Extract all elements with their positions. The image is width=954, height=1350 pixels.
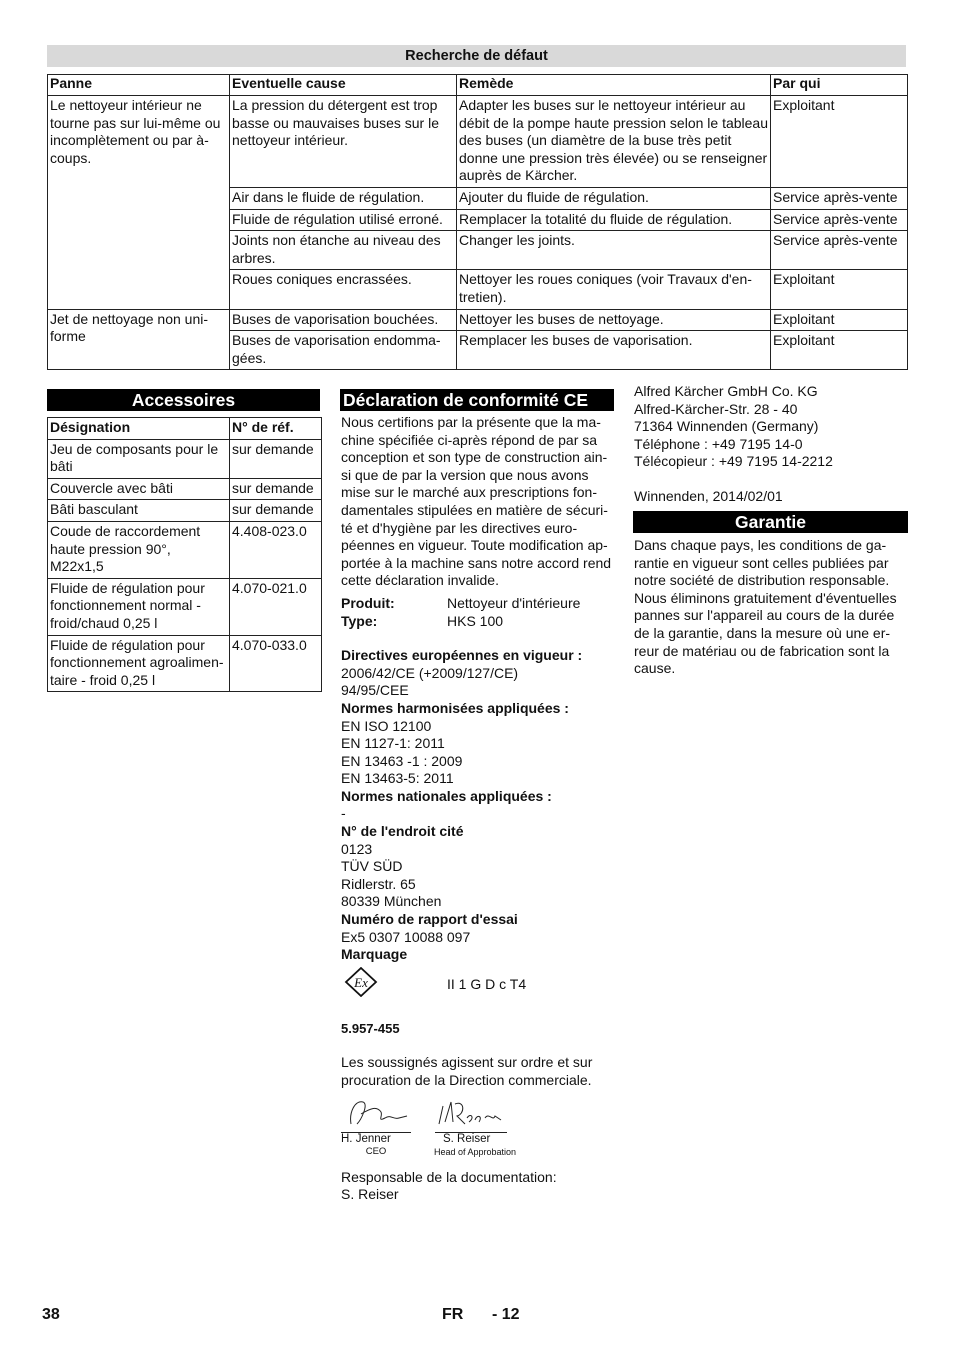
- table-header-row: [48, 418, 322, 440]
- address-line: Téléphone : +49 7195 14-0: [634, 435, 803, 452]
- ref-cell: 4.408-023.0: [230, 521, 322, 578]
- by-cell: Exploitant: [771, 270, 908, 309]
- header-fault: Panne: [48, 75, 230, 96]
- table-row: [48, 478, 322, 500]
- cause-cell: Roues coniques encrassées.: [230, 270, 457, 309]
- by-cell: Service après-vente: [771, 231, 908, 270]
- by-cell: Service après-vente: [771, 188, 908, 210]
- signatures: [341, 1096, 615, 1160]
- signatories-text: Les soussignés agissent sur ordre et sur procuration de la Direction commerciale.: [341, 1054, 593, 1088]
- product-label: Produit:: [341, 594, 395, 611]
- type-value: HKS 100: [447, 612, 504, 629]
- cause-cell: Buses de vaporisation endomma-gées.: [230, 331, 457, 370]
- harmonized-label: Normes harmonisées appliquées :: [341, 699, 569, 716]
- table-row: [48, 500, 322, 522]
- ref-cell: sur demande: [230, 439, 322, 478]
- directives-label: Directives européennes en vigueur :: [341, 647, 583, 664]
- ref-cell: 4.070-021.0: [230, 578, 322, 635]
- type-label: Type:: [341, 612, 378, 629]
- accessories-heading: Accessoires: [47, 389, 320, 411]
- doc-responsible-name: S. Reiser: [341, 1186, 399, 1203]
- doc-number: 5.957-455: [341, 1020, 400, 1036]
- designation-cell: Coude de raccordement haute pression 90°, M22x1,5: [48, 521, 230, 578]
- guarantee-text: Dans chaque pays, les conditions de ga-rantie en vigueur sont celles publiées par notre société de distribution responsable. Nous éliminons gratuitement d'éventuelles pannes sur l'appareil au cours de la durée de la garantie, dans la mesure où une er-reur de matériau ou de fabrication sont la cause.: [634, 537, 897, 677]
- handwritten-signature-icon: [341, 1094, 411, 1132]
- place-line: Ridlerstr. 65: [341, 875, 416, 892]
- place-label: N° de l'endroit cité: [341, 823, 464, 840]
- signer1-name: H. Jenner: [341, 1132, 391, 1145]
- marking-value: II 1 G D c T4: [447, 976, 527, 993]
- troubleshooting-title: Recherche de défaut: [47, 45, 906, 67]
- directive-item: 94/95/CEE: [341, 682, 409, 699]
- directive-item: 2006/42/CE (+2009/127/CE): [341, 664, 519, 681]
- cause-cell: La pression du détergent est trop basse ou mauvaises buses sur le nettoyeur intérieur.: [230, 96, 457, 188]
- remedy-cell: Changer les joints.: [457, 231, 771, 270]
- table-row: [48, 635, 322, 692]
- harmonized-item: EN 1127-1: 2011: [341, 735, 445, 752]
- svg-text:Ex: Ex: [354, 974, 368, 990]
- declaration-body: [341, 414, 615, 1204]
- header-designation: Désignation: [48, 418, 230, 440]
- language-code: FR: [442, 1306, 464, 1323]
- place-line: 80339 München: [341, 893, 442, 910]
- troubleshooting-table: [47, 74, 908, 370]
- signature-1: [341, 1096, 411, 1160]
- remedy-cell: Adapter les buses sur le nettoyeur intérieur au débit de la pompe haute pression selon le tableau des buses (un diamètre de la buse très petit donne une pression très élevée) ou se renseigner auprès de Kärcher.: [457, 96, 771, 188]
- fault-cell: Jet de nettoyage non uni-forme: [48, 309, 230, 370]
- table-row: [48, 439, 322, 478]
- table-row: [48, 96, 908, 188]
- table-header-row: [48, 75, 908, 96]
- marking-label: Marquage: [341, 946, 408, 963]
- signature-2: [431, 1096, 519, 1160]
- cause-cell: Air dans le fluide de régulation.: [230, 188, 457, 210]
- designation-cell: Jeu de composants pour le bâti: [48, 439, 230, 478]
- by-cell: Service après-vente: [771, 209, 908, 231]
- harmonized-item: EN 13463-5: 2011: [341, 770, 454, 787]
- by-cell: Exploitant: [771, 331, 908, 370]
- by-cell: Exploitant: [771, 309, 908, 331]
- product-row: [341, 595, 615, 613]
- marking-row: [341, 964, 615, 1000]
- national-value: -: [341, 805, 346, 822]
- address-line: Alfred Kärcher GmbH Co. KG: [634, 383, 818, 399]
- ex-symbol-icon: [344, 967, 378, 997]
- ref-cell: sur demande: [230, 478, 322, 500]
- signer1-role: CEO: [365, 1145, 387, 1157]
- company-address: [634, 383, 908, 506]
- product-value: Nettoyeur d'intérieure: [447, 594, 581, 611]
- place-line: 0123: [341, 840, 373, 857]
- cause-cell: Fluide de régulation utilisé erroné.: [230, 209, 457, 231]
- cause-cell: Joints non étanche au niveau des arbres.: [230, 231, 457, 270]
- table-row: [48, 521, 322, 578]
- doc-responsible-label: Responsable de la documentation:: [341, 1168, 557, 1185]
- designation-cell: Couvercle avec bâti: [48, 478, 230, 500]
- remedy-cell: Remplacer les buses de vaporisation.: [457, 331, 771, 370]
- type-row: [341, 613, 615, 631]
- remedy-cell: Nettoyer les roues coniques (voir Travaux d'en-tretien).: [457, 270, 771, 309]
- address-line: 71364 Winnenden (Germany): [634, 418, 819, 435]
- remedy-cell: Ajouter du fluide de régulation.: [457, 188, 771, 210]
- designation-cell: Bâti basculant: [48, 500, 230, 522]
- national-label: Normes nationales appliquées :: [341, 787, 552, 804]
- table-row: [48, 309, 908, 331]
- guarantee-heading: Garantie: [633, 511, 908, 533]
- declaration-heading: Déclaration de conformité CE: [340, 389, 614, 411]
- header-remedy: Remède: [457, 75, 771, 96]
- address-line: Alfred-Kärcher-Str. 28 - 40: [634, 400, 798, 417]
- designation-cell: Fluide de régulation pour fonctionnement agroalimen-taire - froid 0,25 l: [48, 635, 230, 692]
- ref-cell: sur demande: [230, 500, 322, 522]
- cause-cell: Buses de vaporisation bouchées.: [230, 309, 457, 331]
- declaration-intro: Nous certifions par la présente que la ma-chine spécifiée ci-après répond de par sa conception et son type de construction ain-si que de par la version que nous avons mise sur le marché aux prescriptions fon-damentales stipulées en matière de sécuri-té et d'hygiène par les directives euro-péennes en vigueur. Toute modification ap-portée à la machine sans notre accord rend cette déclaration invalide.: [341, 414, 612, 589]
- harmonized-item: EN ISO 12100: [341, 717, 432, 734]
- report-label: Numéro de rapport d'essai: [341, 911, 518, 928]
- section-page-number: - 12: [492, 1306, 520, 1323]
- fault-cell: Le nettoyeur intérieur ne tourne pas sur lui-même ou incomplètement ou par à-coups.: [48, 96, 230, 310]
- handwritten-signature-icon: [435, 1094, 507, 1132]
- header-ref: N° de réf.: [230, 418, 322, 440]
- remedy-cell: Nettoyer les buses de nettoyage.: [457, 309, 771, 331]
- address-line: Télécopieur : +49 7195 14-2212: [634, 453, 833, 470]
- harmonized-item: EN 13463 -1 : 2009: [341, 752, 463, 769]
- accessories-table: [47, 417, 322, 692]
- place-date: Winnenden, 2014/02/01: [634, 487, 783, 504]
- remedy-cell: Remplacer la totalité du fluide de régulation.: [457, 209, 771, 231]
- report-value: Ex5 0307 10088 097: [341, 928, 471, 945]
- designation-cell: Fluide de régulation pour fonctionnement normal - froid/chaud 0,25 l: [48, 578, 230, 635]
- table-row: [48, 578, 322, 635]
- by-cell: Exploitant: [771, 96, 908, 188]
- header-cause: Eventuelle cause: [230, 75, 457, 96]
- header-by: Par qui: [771, 75, 908, 96]
- signer2-name: S. Reiser: [443, 1132, 491, 1145]
- place-line: TÜV SÜD: [341, 858, 403, 875]
- ref-cell: 4.070-033.0: [230, 635, 322, 692]
- signer2-role: Head of Approbation: [433, 1146, 517, 1157]
- page-number: 38: [42, 1306, 60, 1323]
